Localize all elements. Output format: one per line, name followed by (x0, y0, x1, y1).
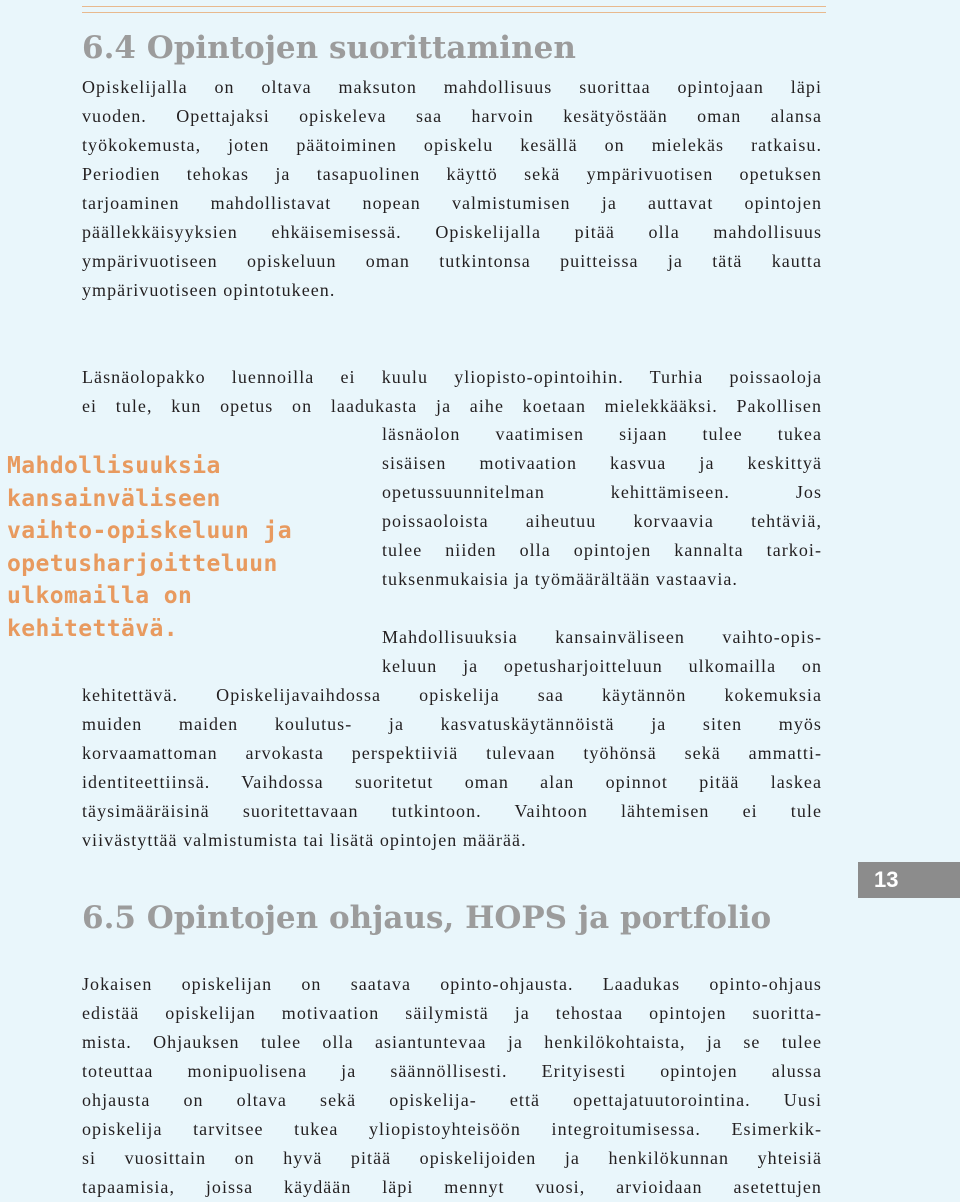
text-line: päällekkäisyyksien ehkäisemisessä. Opiskelijalla pitää olla mahdollisuus (82, 222, 822, 242)
text-line: läsnäolon vaatimisen sijaan tulee tukea (382, 424, 822, 444)
paragraph-attendance-continued (382, 420, 822, 594)
text-line: sisäisen motivaation kasvua ja keskittyä (382, 453, 822, 473)
pull-quote-line: ulkomailla on (7, 583, 193, 609)
text-line: poissaoloista aiheutuu korvaavia tehtäviä, (382, 511, 822, 531)
paragraph-guidance (82, 970, 822, 1202)
text-line: ei tule, kun opetus on laadukasta ja aihe koetaan mielekkääksi. Pakollisen (82, 396, 822, 416)
pull-quote-line: vaihto-opiskeluun ja (7, 518, 292, 544)
text-line: tuksenmukaisia ja työmäärältään vastaavia. (382, 569, 738, 589)
text-line: tarjoaminen mahdollistavat nopean valmistumisen ja auttavat opintojen (82, 193, 822, 213)
page-number-tab: 13 (858, 862, 960, 898)
text-line: identiteettiinsä. Vaihdossa suoritetut oman alan opinnot pitää laskea (82, 772, 822, 792)
text-line: si vuosittain on hyvä pitää opiskelijoiden ja henkilökunnan yhteisiä (82, 1148, 822, 1168)
pull-quote-line: kansainväliseen (7, 485, 221, 512)
text-line: vuoden. Opettajaksi opiskeleva saa harvoin kesätyöstään oman alansa (82, 106, 822, 126)
text-line: ympärivuotiseen opintotukeen. (82, 280, 336, 300)
text-line: opetussuunnitelman kehittämiseen. Jos (382, 482, 822, 502)
text-line: keluun ja opetusharjoitteluun ulkomailla on (382, 656, 822, 676)
text-line: työkokemusta, joten päätoiminen opiskelu kesällä on mielekäs ratkaisu. (82, 135, 822, 155)
text-line: mista. Ohjauksen tulee olla asiantuntevaa ja henkilökohtaista, ja se tulee (82, 1032, 822, 1052)
paragraph-study-year-round (82, 73, 822, 305)
pull-quote-line: opetusharjoitteluun (7, 550, 278, 577)
text-line: tapaamisia, joissa käydään läpi mennyt vuosi, arvioidaan asetettujen (82, 1177, 822, 1197)
text-line: tulee niiden olla opintojen kannalta tarkoi- (382, 540, 822, 560)
text-line: opiskelija tarvitsee tukea yliopistoyhteisöön integroitumisessa. Esimerkik- (82, 1119, 822, 1139)
paragraph-attendance (82, 363, 822, 421)
text-line: toteuttaa monipuolisena ja säännöllisesti. Erityisesti opintojen alussa (82, 1061, 822, 1081)
paragraph-exchange-intro (382, 623, 822, 681)
text-line: täysimääräisinä suoritettavaan tutkintoon. Vaihtoon lähtemisen ei tule (82, 801, 822, 821)
text-line: Jokaisen opiskelijan on saatava opinto-ohjausta. Laadukas opinto-ohjaus (82, 974, 822, 994)
text-line: ohjausta on oltava sekä opiskelija- että opettajatuutorointina. Uusi (82, 1090, 822, 1110)
text-line: kehitettävä. Opiskelijavaihdossa opiskelija saa käytännön kokemuksia (82, 685, 822, 705)
text-line: muiden maiden koulutus- ja kasvatuskäytännöistä ja siten myös (82, 714, 822, 734)
paragraph-exchange (82, 681, 822, 855)
top-rule-upper (82, 6, 826, 7)
section-heading-6-4: 6.4 Opintojen suorittaminen (82, 30, 576, 66)
text-line: korvaamattoman arvokasta perspektiiviä tulevaan työhönsä sekä ammatti- (82, 743, 822, 763)
text-line: Mahdollisuuksia kansainväliseen vaihto-opis- (382, 627, 822, 647)
pull-quote-line: Mahdollisuuksia (7, 453, 221, 479)
text-line: Läsnäolopakko luennoilla ei kuulu yliopisto-opintoihin. Turhia poissaoloja (82, 367, 822, 387)
text-line: ympärivuotiseen opiskeluun oman tutkintonsa puitteissa ja tätä kautta (82, 251, 822, 271)
text-line: viivästyttää valmistumista tai lisätä opintojen määrää. (82, 830, 527, 850)
pull-quote-line: kehitettävä. (7, 615, 178, 642)
section-heading-6-5: 6.5 Opintojen ohjaus, HOPS ja portfolio (82, 900, 772, 936)
text-line: edistää opiskelijan motivaation säilymistä ja tehostaa opintojen suoritta- (82, 1003, 822, 1023)
pull-quote (7, 450, 347, 645)
text-line: Opiskelijalla on oltava maksuton mahdollisuus suorittaa opintojaan läpi (82, 77, 822, 97)
text-line: Periodien tehokas ja tasapuolinen käyttö sekä ympärivuotisen opetuksen (82, 164, 822, 184)
top-rule-lower (82, 12, 826, 13)
